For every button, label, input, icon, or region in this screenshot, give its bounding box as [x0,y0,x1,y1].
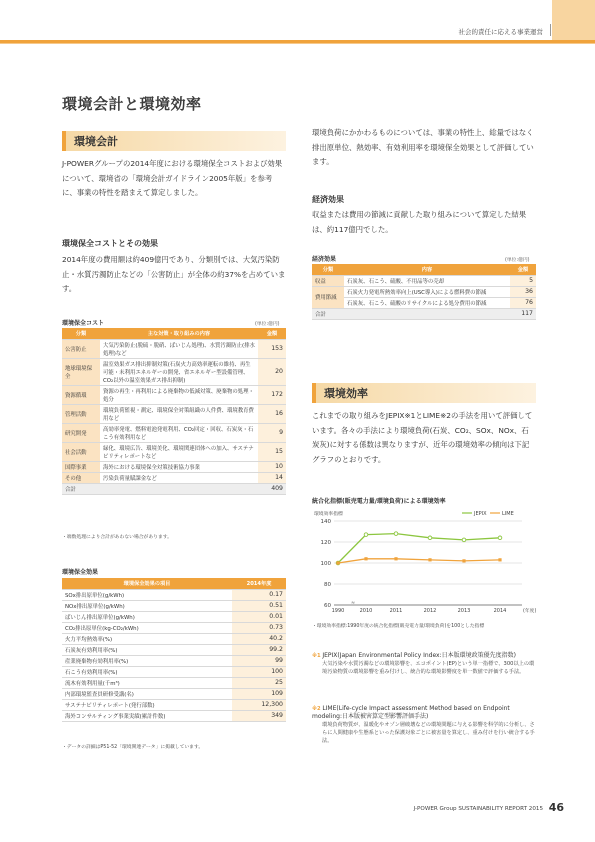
effect-value: 0.51 [232,600,286,611]
effect-item: サステナビリティレポート(発行部数) [62,699,232,710]
effect-header-year: 2014年度 [232,578,286,589]
table-row [62,633,286,644]
effect-item: SOx排出原単位(g/kWh) [62,589,232,600]
footnote-marker: ※2 [312,706,321,712]
effect-header-item: 環境保全効果の項目 [62,578,232,589]
effect-item: 石炭灰有効利用率(%) [62,644,232,655]
row-amount: 153 [258,339,286,358]
effect-value: 109 [232,688,286,699]
effect-table [62,578,286,722]
row-amount: 10 [258,461,286,472]
page-number: 46 [548,801,564,814]
x-axis-unit: (年度) [523,609,536,614]
effect-item: 内部環境監査員研修受講(名) [62,688,232,699]
row-amount: 5 [510,275,536,286]
effect-value: 40.2 [232,633,286,644]
legend-label: LIME [502,511,514,517]
data-point [498,536,502,540]
econ-header-content: 内容 [344,264,510,275]
footnote-marker: ※1 [312,653,321,659]
footnote-jepix [312,652,536,676]
effect-item: ばいじん排出原単位(g/kWh) [62,611,232,622]
effect-value: 349 [232,710,286,721]
effect-value: 100 [232,666,286,677]
y-axis-label: 環境効率指標 [314,512,343,517]
right-intro-text: 環境負荷にかかわるものについては、事業の特性上、総量ではなく排出原単位、熱効率、有効利用率を環境保全効果として評価しています。 [312,128,534,166]
effect-value: 25 [232,677,286,688]
row-content: 石炭灰、石こう、硫酸のリサイクルによる処分費用の節減 [344,297,510,308]
data-point [498,558,501,561]
data-point [394,557,397,560]
table-row [62,600,286,611]
data-point [428,558,431,561]
section-heading-efficiency: 環境効率 [312,383,536,403]
data-point [364,533,368,537]
table-row [62,611,286,622]
row-content: 緑化、環境広告、環境美化、環境関連団体への加入、サステナビリティレポートなど [100,442,258,461]
econ-table-unit: (単位:億円) [505,258,530,263]
x-tick-label: 2013 [457,608,471,614]
effect-item: 海外コンサルティング事業実績(累計件数) [62,710,232,721]
effect-item: 流木有効利用量(千m³) [62,677,232,688]
table-row [62,442,286,461]
row-amount: 16 [258,404,286,423]
table-row [62,404,286,423]
table-row [62,339,286,358]
legend-label: JEPIX [474,511,487,517]
effect-item: 石こう有効利用率(%) [62,666,232,677]
table-row [62,699,286,710]
y-tick-label: 80 [324,582,331,588]
footnote-title: JEPIX(Japan Environmental Policy Index:日本版環境政策優先度指数) [322,652,516,659]
effect-value: 0.17 [232,589,286,600]
data-point [336,561,339,564]
y-tick-label: 120 [320,540,331,546]
row-category: 費用節減 [312,286,344,308]
section-heading-accounting: 環境会計 [62,131,286,151]
row-category: 公害防止 [62,339,100,358]
table-row [62,644,286,655]
effect-item: NOx排出原単位(g/kWh) [62,600,232,611]
row-category: 収益 [312,275,344,286]
table-row [62,589,286,600]
table-row [62,655,286,666]
table-total-row [62,483,286,494]
effect-value: 99 [232,655,286,666]
economic-text: 収益または費用の節減に貢献した取り組みについて算定した結果は、約117億円でした。 [312,210,527,234]
chart-title: 統合化指標(販売電力量/環境負荷)による環境効率 [312,498,446,505]
total-label: 合計 [62,483,258,494]
header-accent [552,0,595,40]
row-amount: 76 [510,297,536,308]
cost-table-note: ・端数処理により合計があわない場合があります。 [62,535,172,540]
row-amount: 20 [258,358,286,385]
effect-item: CO₂排出原単位(kg-CO₂/kWh) [62,622,232,633]
table-row [62,461,286,472]
effect-value: 0.01 [232,611,286,622]
row-content: 石炭火力発電所熱効率向上(USC導入)による燃料費の節減 [344,286,510,297]
row-amount: 172 [258,385,286,404]
efficiency-text: これまでの取り組みをJEPIX※1とLIME※2の手法を用いて評価しています。各々の手法により環境負荷(石炭、CO₂、SOx、NOx、石炭灰)に対する係数は異なりますが、近年の環境効率の傾向は下記グラフのとおりです。 [312,411,533,464]
x-tick-label: 2010 [359,608,373,614]
row-category: 資源循環 [62,385,100,404]
row-content: 資源の再生・再利用による廃棄物の低減対策、廃棄物の処理・処分 [100,385,258,404]
total-label: 合計 [312,308,510,319]
row-amount: 9 [258,423,286,442]
table-row [62,710,286,721]
row-content: 大気汚染防止(脱硫・脱硝、ばいじん処理)、水質汚濁防止(排水処理)など [100,339,258,358]
data-point [428,536,432,540]
row-content: 石炭灰、石こう、硫酸、不用品等の売却 [344,275,510,286]
cost-text: 2014年度の費用額は約409億円であり、分類別では、大気汚染防止・水質汚濁防止などの「公害防止」が全体の約37%を占めています。 [62,255,286,293]
row-amount: 36 [510,286,536,297]
effect-value: 12,300 [232,699,286,710]
x-tick-label: 2012 [423,608,437,614]
effect-value: 0.73 [232,622,286,633]
effect-item: 産業廃棄物有効利用率(%) [62,655,232,666]
table-row [312,286,536,297]
series-line-jepix [338,534,500,563]
cost-table-unit: (単位:億円) [255,322,280,327]
row-category: 社会活動 [62,442,100,461]
cost-table [62,328,286,495]
cost-header-content: 主な対策・取り組みの内容 [100,328,258,339]
efficiency-chart [312,507,536,617]
effect-table-title: 環境保全効果 [62,569,99,576]
data-point [364,557,367,560]
y-tick-label: 140 [320,519,331,525]
data-point [462,559,465,562]
econ-header-category: 分類 [312,264,344,275]
x-tick-label: 2011 [389,608,403,614]
table-row [312,275,536,286]
cost-header-category: 分類 [62,328,100,339]
series-line-lime [338,559,500,563]
page-header [0,0,595,46]
y-tick-label: 60 [324,603,331,609]
row-amount: 15 [258,442,286,461]
total-amount: 409 [258,483,286,494]
header-rule-light [0,43,595,44]
row-category: 地球環境保全 [62,358,100,385]
econ-table-title: 経済効果 [312,256,337,263]
table-row [62,666,286,677]
table-row [62,472,286,483]
row-content: 環境負荷監視・測定、環境保全対策組織の人件費、環境教育費用など [100,404,258,423]
table-total-row [312,308,536,319]
econ-table [312,264,536,320]
row-category: 管理活動 [62,404,100,423]
footnote-text: 環境負荷物質が、温暖化やオゾン層破壊などの環境問題に与える影響を科学的に分析し、さらに人間健康や生態系といった保護対象ごとに被害量を算定し、重み付けを行い統合する手法。 [322,722,535,744]
row-content: 海外における環境保全対策技術協力事業 [100,461,258,472]
footnote-title: LIME(Life-cycle Impact assessment Method based on Endpoint modeling:日本版被害算定型影響評価手法) [312,705,510,720]
page-title: 環境会計と環境効率 [62,95,202,113]
row-category: その他 [62,472,100,483]
effect-value: 99.2 [232,644,286,655]
economic-heading: 経済効果 [312,195,344,204]
table-row [62,688,286,699]
effect-item: 火力平均熱効率(%) [62,633,232,644]
table-row [62,677,286,688]
y-tick-label: 100 [320,561,331,567]
cost-heading: 環境保全コストとその効果 [62,239,158,248]
table-row [62,622,286,633]
chart-note: ・環境効率指標:1990年度の統合化指標(販売電力量/環境負荷)を100とした指標 [312,624,485,629]
footnote-lime [312,705,536,745]
row-amount: 14 [258,472,286,483]
axis-break-icon: ≈ [351,600,356,606]
data-point [394,532,398,536]
econ-header-amount: 金額 [510,264,536,275]
row-category: 国際事業 [62,461,100,472]
footnote-text: 大気汚染や水質汚濁などの環境影響を、エコポイント(EP)という単一指標で、300以上の環境汚染物質の環境影響を重み付けし、統合的な環境影響度を単一数値で評価する手法。 [322,661,535,675]
header-divider [550,24,551,36]
cost-header-amount: 金額 [258,328,286,339]
cost-table-title: 環境保全コスト [62,320,105,327]
row-content: 高効率発電、燃料電池発電利用、CO₂回定・回収、石炭灰・石こう有効利用など [100,423,258,442]
table-row [62,423,286,442]
accounting-intro: J-POWERグループの2014年度における環境保全コストおよび効果について、環境省の「環境会計ガイドライン2005年版」を参考に、事業の特性を踏まえて算定しました。 [62,159,283,197]
x-tick-label: 1990 [331,608,345,614]
data-point [462,538,466,542]
row-content: 温室効果ガス排出抑制対策(石炭火力高効率運転の維持、再生可能・未利用エネルギーの開発、省エネルギー型設備管理、CO₂以外の温室効果ガス排出抑制) [100,358,258,385]
table-row [62,385,286,404]
effect-table-note: ・データの詳細はP51-52「環境関連データ」に掲載しています。 [62,745,204,750]
row-category: 研究開発 [62,423,100,442]
row-content: 汚染負荷量賦課金など [100,472,258,483]
total-amount: 117 [510,308,536,319]
x-tick-label: 2014 [493,608,507,614]
table-row [312,297,536,308]
footer-report: J-POWER Group SUSTAINABILITY REPORT 2015 [413,806,543,812]
header-section-label: 社会的責任に応える事業運営 [458,28,543,36]
table-row [62,358,286,385]
